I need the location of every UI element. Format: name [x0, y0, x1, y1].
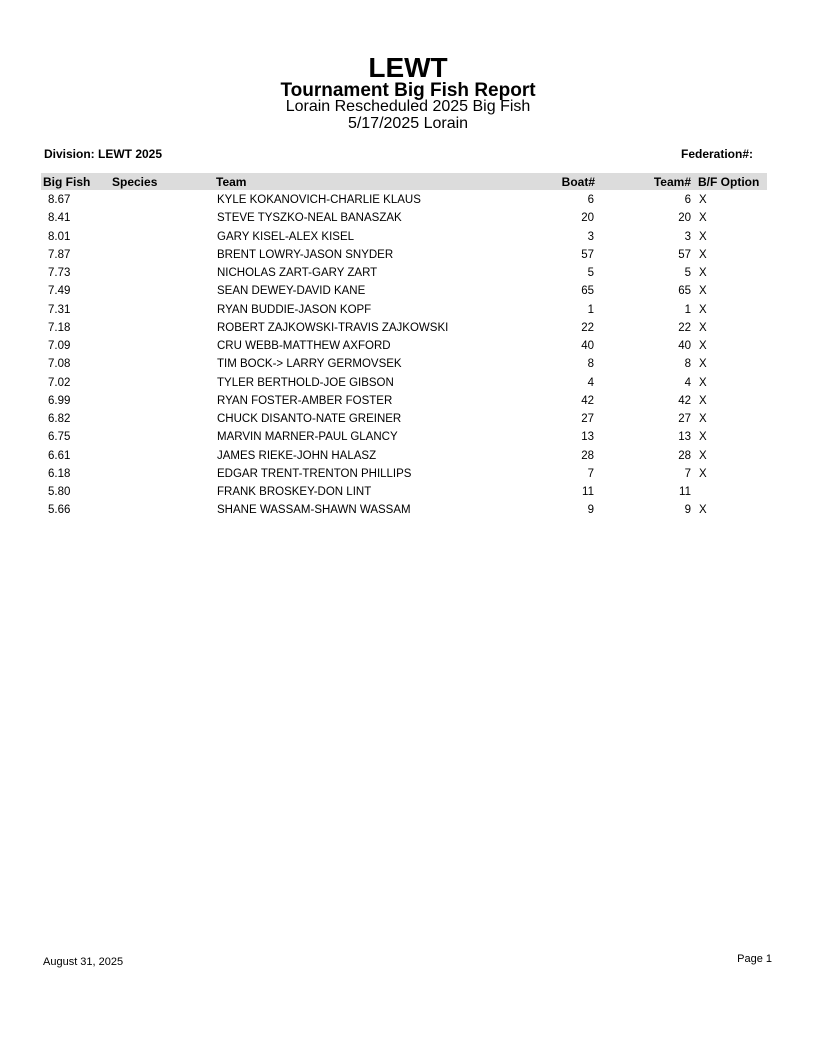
- team-number: 13: [678, 431, 691, 444]
- bf-option-mark: X: [699, 376, 707, 389]
- table-row: [0, 210, 816, 228]
- team-name: SEAN DEWEY-DAVID KANE: [217, 285, 366, 298]
- table-row: [0, 302, 816, 320]
- big-fish-value: 7.02: [48, 376, 71, 389]
- boat-number: 65: [581, 285, 594, 298]
- table-row: [0, 192, 816, 210]
- team-name: GARY KISEL-ALEX KISEL: [217, 230, 355, 243]
- boat-number: 20: [581, 212, 594, 225]
- col-team: Team: [216, 175, 247, 189]
- bf-option-mark: X: [699, 449, 707, 462]
- team-name: BRENT LOWRY-JASON SNYDER: [217, 248, 394, 261]
- table-row: [0, 429, 816, 447]
- boat-number: 57: [581, 248, 594, 261]
- team-name: SHANE WASSAM-SHAWN WASSAM: [217, 504, 411, 517]
- boat-number: 13: [581, 431, 594, 444]
- boat-number: 42: [581, 394, 594, 407]
- table-row: [0, 247, 816, 265]
- boat-number: 8: [587, 358, 594, 371]
- team-number: 5: [684, 267, 691, 279]
- boat-number: 4: [587, 376, 594, 389]
- team-number: 6: [684, 194, 691, 206]
- team-number: 65: [678, 285, 691, 298]
- bf-option-mark: X: [699, 394, 707, 407]
- boat-number: 11: [582, 486, 594, 498]
- big-fish-value: 7.18: [48, 321, 71, 334]
- boat-number: 22: [581, 321, 594, 334]
- boat-number: 27: [581, 413, 594, 425]
- bf-option-mark: X: [699, 321, 707, 334]
- boat-number: 9: [587, 504, 594, 517]
- team-name: MARVIN MARNER-PAUL GLANCY: [217, 431, 398, 444]
- big-fish-value: 8.67: [48, 194, 71, 206]
- event-name: Lorain Rescheduled 2025 Big Fish: [285, 98, 531, 115]
- team-number: 9: [684, 504, 691, 517]
- bf-option-mark: X: [699, 467, 707, 480]
- big-fish-value: 7.09: [48, 340, 71, 352]
- bf-option-mark: X: [699, 267, 707, 279]
- team-name: CHUCK DISANTO-NATE GREINER: [217, 413, 402, 425]
- team-number: 7: [684, 467, 691, 480]
- report-org-title: LEWT: [368, 52, 448, 83]
- footer-date: August 31, 2025: [43, 956, 124, 968]
- team-number: 57: [678, 248, 691, 261]
- col-species: Species: [112, 175, 158, 189]
- boat-number: 7: [587, 467, 594, 480]
- table-row: [0, 484, 816, 502]
- big-fish-table: [0, 192, 816, 521]
- bf-option-mark: X: [699, 212, 707, 225]
- big-fish-value: 5.80: [48, 486, 71, 498]
- team-name: ROBERT ZAJKOWSKI-TRAVIS ZAJKOWSKI: [217, 321, 449, 334]
- big-fish-value: 7.73: [48, 267, 71, 279]
- big-fish-value: 5.66: [48, 504, 71, 517]
- team-number: 1: [684, 303, 691, 316]
- bf-option-mark: X: [699, 413, 707, 425]
- col-big-fish: Big Fish: [43, 175, 91, 189]
- team-name: JAMES RIEKE-JOHN HALASZ: [217, 449, 377, 462]
- bf-option-mark: X: [699, 285, 707, 298]
- team-name: STEVE TYSZKO-NEAL BANASZAK: [217, 212, 402, 225]
- big-fish-value: 6.61: [48, 449, 71, 462]
- bf-option-mark: X: [699, 194, 707, 206]
- team-name: KYLE KOKANOVICH-CHARLIE KLAUS: [217, 194, 421, 206]
- team-number: 11: [679, 486, 691, 498]
- event-date-location: 5/17/2025 Lorain: [347, 115, 469, 132]
- big-fish-value: 6.75: [48, 431, 71, 444]
- big-fish-value: 6.99: [48, 394, 71, 407]
- table-row: [0, 265, 816, 283]
- bf-option-mark: X: [699, 431, 707, 444]
- bf-option-mark: X: [699, 358, 707, 371]
- table-row: [0, 356, 816, 374]
- table-row: [0, 411, 816, 429]
- table-row: [0, 393, 816, 411]
- bf-option-mark: X: [699, 230, 707, 243]
- boat-number: 3: [587, 230, 594, 243]
- team-number: 3: [684, 230, 691, 243]
- team-number: 40: [678, 340, 691, 352]
- bf-option-mark: X: [699, 303, 707, 316]
- table-row: [0, 229, 816, 247]
- boat-number: 28: [581, 449, 594, 462]
- team-name: TYLER BERTHOLD-JOE GIBSON: [217, 376, 394, 389]
- team-name: TIM BOCK-> LARRY GERMOVSEK: [217, 358, 402, 371]
- team-name: CRU WEBB-MATTHEW AXFORD: [217, 340, 391, 352]
- big-fish-value: 8.01: [48, 230, 71, 243]
- col-bf-option: B/F Option: [698, 175, 760, 189]
- table-row: [0, 466, 816, 484]
- team-name: NICHOLAS ZART-GARY ZART: [217, 267, 378, 279]
- table-row: [0, 338, 816, 356]
- bf-option-mark: X: [699, 248, 707, 261]
- bf-option-mark: X: [699, 504, 707, 517]
- big-fish-value: 7.49: [48, 285, 71, 298]
- team-number: 8: [684, 358, 691, 371]
- team-name: RYAN FOSTER-AMBER FOSTER: [217, 394, 393, 407]
- big-fish-value: 7.08: [48, 358, 71, 371]
- big-fish-value: 7.31: [48, 303, 71, 316]
- col-team-number: Team#: [653, 175, 691, 189]
- team-number: 42: [678, 394, 691, 407]
- team-name: EDGAR TRENT-TRENTON PHILLIPS: [217, 467, 412, 480]
- team-number: 27: [678, 413, 691, 425]
- federation-label: Federation#:: [680, 147, 753, 161]
- boat-number: 40: [581, 340, 594, 352]
- bf-option-mark: X: [699, 340, 707, 352]
- boat-number: 1: [587, 303, 594, 316]
- boat-number: 6: [587, 194, 594, 206]
- big-fish-value: 8.41: [48, 212, 71, 225]
- big-fish-value: 7.87: [48, 248, 71, 261]
- team-name: FRANK BROSKEY-DON LINT: [217, 486, 372, 498]
- table-row: [0, 283, 816, 301]
- table-row: [0, 375, 816, 393]
- col-boat: Boat#: [561, 175, 595, 189]
- boat-number: 5: [587, 267, 594, 279]
- big-fish-value: 6.82: [48, 413, 71, 425]
- table-row: [0, 320, 816, 338]
- team-number: 28: [678, 449, 691, 462]
- table-row: [0, 448, 816, 466]
- page-number: Page 1: [737, 953, 772, 965]
- team-number: 20: [678, 212, 691, 225]
- report-title: Tournament Big Fish Report: [280, 80, 536, 101]
- big-fish-value: 6.18: [48, 467, 71, 480]
- division-label: Division: LEWT 2025: [44, 147, 163, 161]
- team-number: 22: [678, 321, 691, 334]
- team-name: RYAN BUDDIE-JASON KOPF: [217, 303, 372, 316]
- table-row: [0, 502, 816, 520]
- table-header: [41, 173, 767, 190]
- team-number: 4: [684, 376, 691, 389]
